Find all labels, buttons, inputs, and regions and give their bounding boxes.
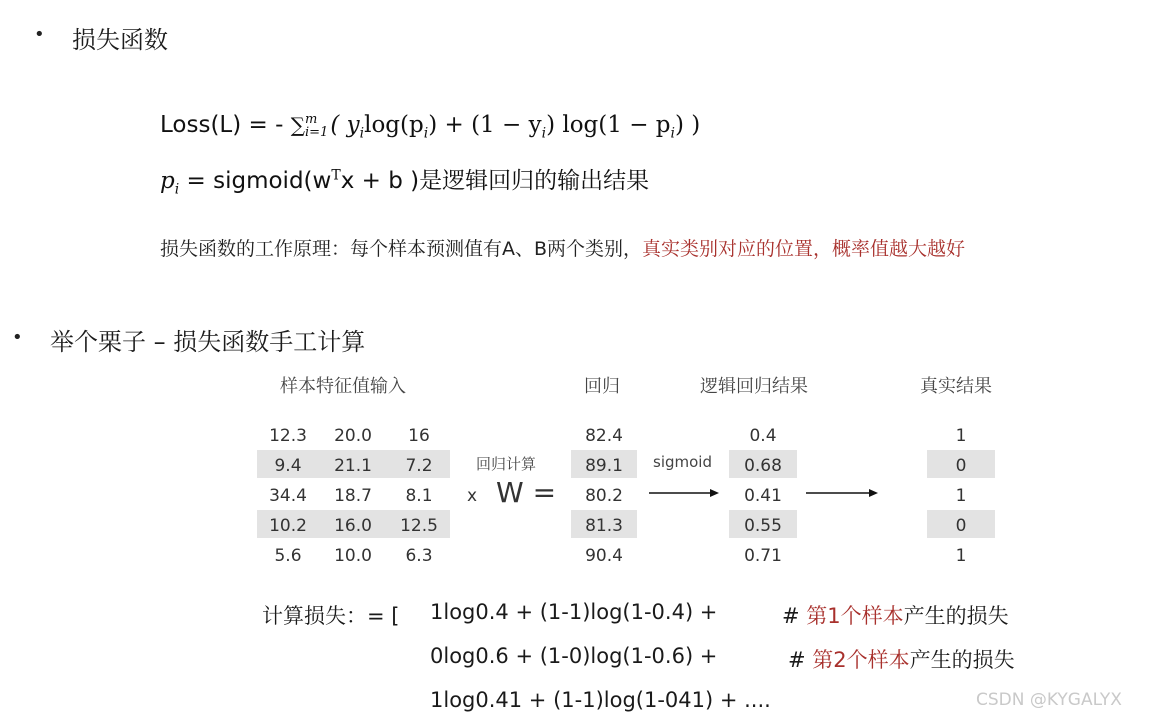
regression-calc-label: 回归计算 — [476, 455, 537, 473]
feature-cell: 34.4 — [269, 486, 307, 506]
feature-cell: 12.5 — [400, 516, 438, 536]
loss-term-1: ( y — [330, 112, 360, 138]
feature-cell: 9.4 — [274, 456, 302, 476]
loss-description — [160, 234, 965, 261]
comment-hash: # — [788, 648, 813, 672]
feature-cell: 12.3 — [269, 426, 307, 446]
loss-sub-1: i — [359, 125, 365, 142]
loss-sub-2: i — [423, 125, 429, 142]
feature-cell: 5.6 — [274, 546, 302, 566]
calc-comment-2 — [788, 644, 1015, 674]
calc-line-1: 1log0.4 + (1-1)log(1-0.4) + — [430, 600, 718, 624]
p-rest: x + b )是逻辑回归的输出结果 — [340, 168, 650, 194]
logistic-cell: 0.55 — [744, 516, 782, 536]
feature-cell: 18.7 — [334, 486, 372, 506]
loss-term-5: ) ) — [674, 112, 701, 138]
sigmoid-label: sigmoid — [653, 453, 712, 471]
loss-formula — [160, 112, 700, 142]
loss-term-3: ) + (1 − y — [428, 112, 542, 138]
comment-hash: # — [782, 604, 807, 628]
regression-cell: 81.3 — [585, 516, 623, 536]
sigmoid-formula — [160, 162, 649, 198]
loss-sub-4: i — [670, 125, 675, 142]
sum-lower: i=1 — [305, 124, 329, 140]
feature-cell: 16 — [408, 426, 430, 446]
feature-cell: 10.2 — [269, 516, 307, 536]
loss-term-2: log(p — [364, 112, 424, 138]
feature-cell: 8.1 — [405, 486, 433, 506]
comment-rest: 产生的损失 — [909, 648, 1015, 672]
header-features: 样本特征值输入 — [280, 376, 406, 397]
feature-cell: 6.3 — [405, 546, 433, 566]
logistic-cell: 0.71 — [744, 546, 782, 566]
comment-sample: 第2个样本 — [812, 648, 910, 672]
regression-cell: 90.4 — [585, 546, 623, 566]
p-eq: = sigmoid(w — [179, 168, 332, 194]
sum-limits — [305, 113, 328, 139]
header-truth: 真实结果 — [920, 376, 992, 397]
regression-cell: 89.1 — [585, 456, 623, 476]
logistic-cell: 0.41 — [744, 486, 782, 506]
feature-cell: 20.0 — [334, 426, 372, 446]
header-logistic: 逻辑回归结果 — [700, 376, 808, 397]
loss-term-4: ) log(1 − p — [546, 112, 671, 138]
desc-highlight: 真实类别对应的位置，概率值越大越好 — [642, 238, 966, 260]
w-equals: W = — [496, 476, 557, 509]
logistic-cell: 0.4 — [749, 426, 777, 446]
p-sup: T — [331, 167, 341, 184]
regression-cell: 80.2 — [585, 486, 623, 506]
arrow-right-icon — [648, 486, 720, 500]
sum-upper: m — [305, 111, 318, 127]
truth-cell: 0 — [955, 516, 967, 536]
loss-prefix: Loss(L) = - — [160, 112, 291, 138]
feature-cell: 7.2 — [405, 456, 433, 476]
section-title-loss-function: 损失函数 — [72, 26, 168, 54]
times-symbol: x — [467, 486, 478, 506]
regression-cell: 82.4 — [585, 426, 623, 446]
truth-cell: 1 — [955, 426, 967, 446]
comment-sample: 第1个样本 — [806, 604, 904, 628]
bullet-2: • — [12, 327, 23, 348]
feature-cell: 10.0 — [334, 546, 372, 566]
loss-sub-3: i — [541, 125, 547, 142]
comment-rest: 产生的损失 — [903, 604, 1009, 628]
desc-normal: 损失函数的工作原理：每个样本预测值有A、B两个类别， — [160, 238, 643, 260]
arrow-right-icon — [805, 486, 879, 500]
logistic-cell: 0.68 — [744, 456, 782, 476]
bullet-1: • — [34, 24, 45, 45]
calc-prefix: 计算损失：= [ — [262, 604, 400, 628]
feature-cell: 21.1 — [334, 456, 372, 476]
truth-cell: 1 — [955, 486, 967, 506]
p-sub: i — [174, 181, 180, 198]
feature-cell: 16.0 — [334, 516, 372, 536]
header-regression: 回归 — [584, 376, 620, 397]
watermark: CSDN @KYGALYX — [976, 690, 1122, 710]
calc-line-2: 0log0.6 + (1-0)log(1-0.6) + — [430, 644, 718, 668]
truth-cell: 0 — [955, 456, 967, 476]
truth-cell: 1 — [955, 546, 967, 566]
calc-line-3: 1log0.41 + (1-1)log(1-041) + .... — [430, 688, 771, 712]
p-var: p — [160, 168, 175, 194]
sum-symbol: ∑ — [290, 113, 305, 137]
calc-comment-1 — [782, 600, 1009, 630]
section-title-example: 举个栗子 – 损失函数手工计算 — [50, 328, 366, 356]
